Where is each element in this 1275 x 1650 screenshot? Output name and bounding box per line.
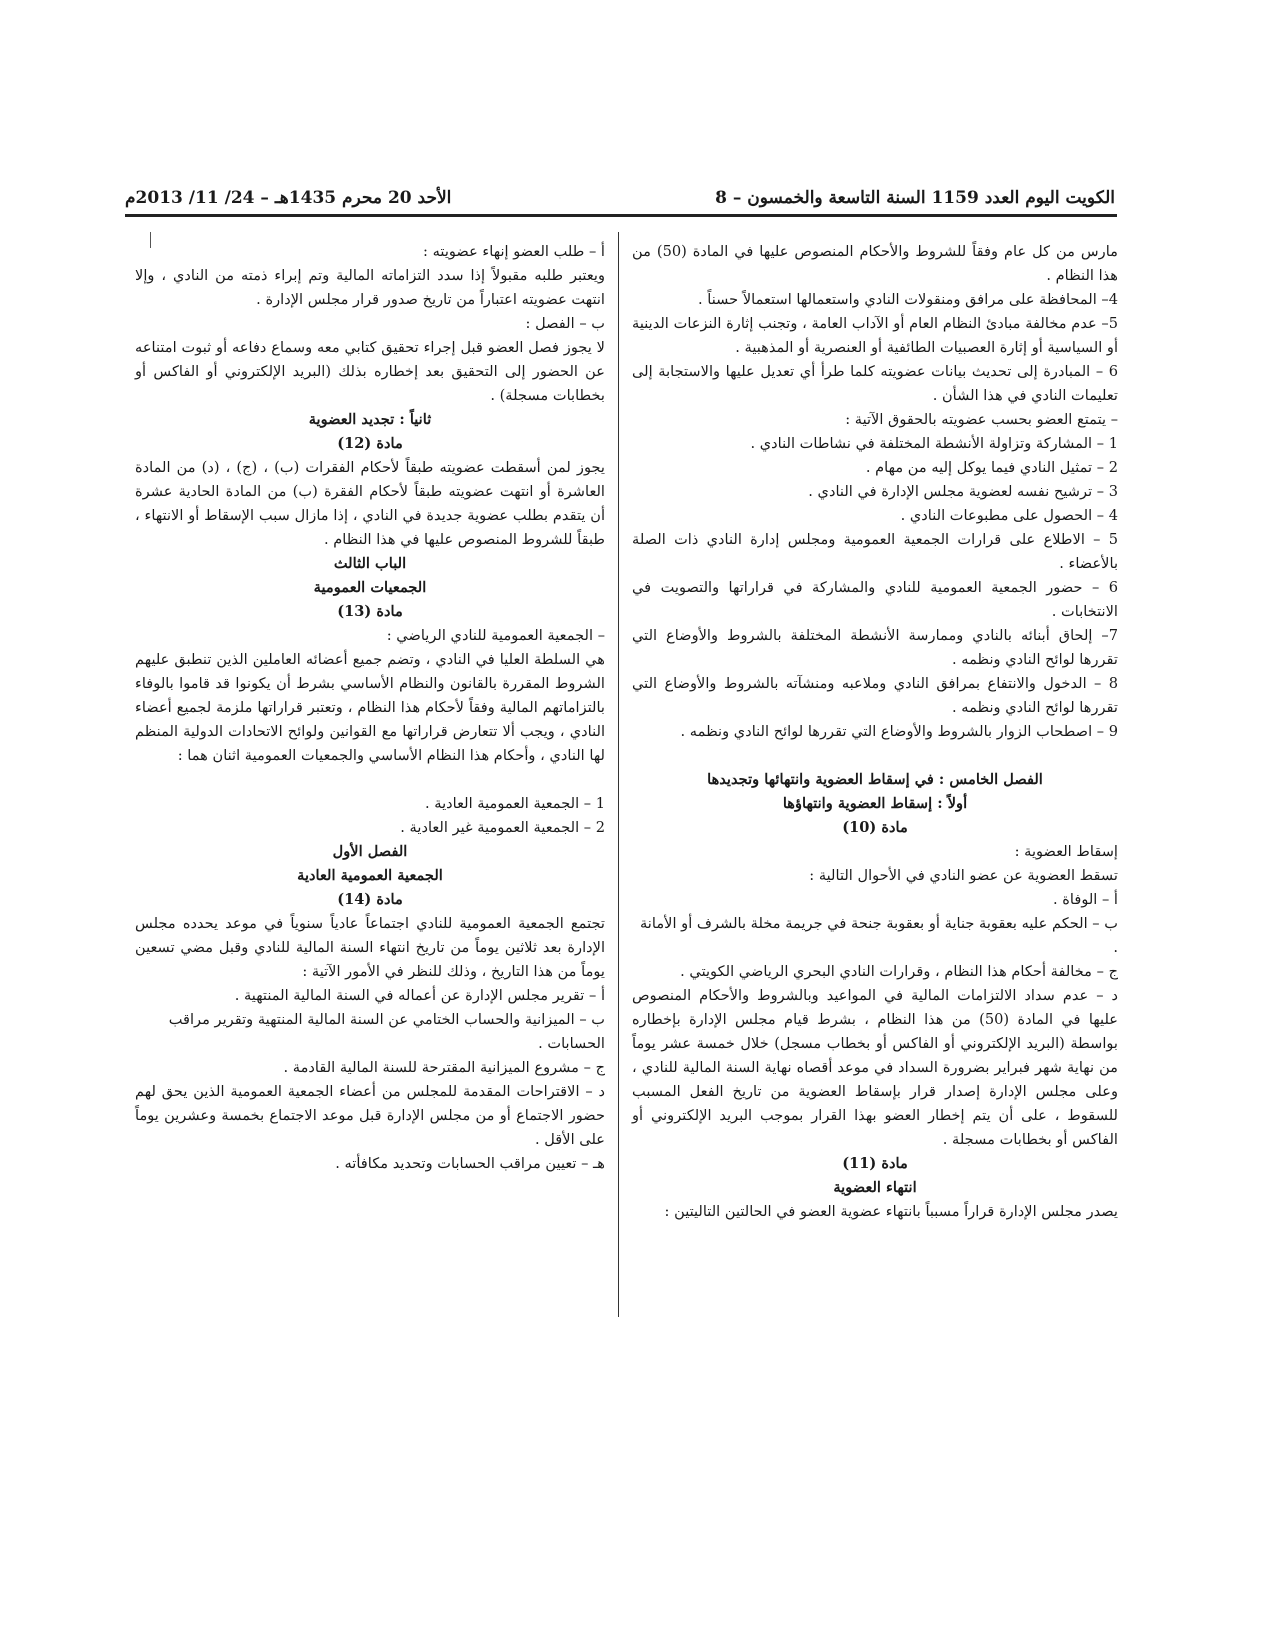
paragraph: أ – الوفاة . xyxy=(1052,891,1118,908)
spacer xyxy=(632,744,1118,768)
publication-info: الكويت اليوم العدد 1159 السنة التاسعة والخمسون – 8 xyxy=(715,188,1115,208)
issue-date: الأحد 20 محرم 1435هـ – 24/ 11/ 2013م xyxy=(125,188,452,208)
paragraph: 8 – الدخول والانتفاع بمرافق النادي وملاعبه ومنشآته بالشروط والأوضاع التي تقررها لوائح النادي ونظمه . xyxy=(632,675,1118,716)
page-header xyxy=(125,188,1115,216)
paragraph: يصدر مجلس الإدارة قراراً مسبباً بانتهاء عضوية العضو في الحالتين التاليتين : xyxy=(664,1203,1118,1220)
column-divider xyxy=(618,232,619,1317)
paragraph: 1 – المشاركة وتزاولة الأنشطة المختلفة في نشاطات النادي . xyxy=(750,435,1118,452)
section-heading: الباب الثالث xyxy=(333,555,407,572)
paragraph: 6 – المبادرة إلى تحديث بيانات عضويته كلما طرأ أي تعديل عليها والاستجابة إلى تعليمات النادي في هذا الشأن . xyxy=(632,363,1118,404)
paragraph: ب – الميزانية والحساب الختامي عن السنة المالية المنتهية وتقرير مراقب الحسابات . xyxy=(168,1011,605,1052)
section-heading: مادة (11) xyxy=(842,1155,908,1172)
paragraph: 2 – الجمعية العمومية غير العادية . xyxy=(400,819,605,836)
paragraph: 2 – تمثيل النادي فيما يوكل إليه من مهام . xyxy=(865,459,1118,476)
paragraph: تجتمع الجمعية العمومية للنادي اجتماعاً عادياً سنوياً في موعد يحدده مجلس الإدارة بعد ثلاثين يوماً من تاريخ انتهاء السنة المالية للنادي وقبل مضي تسعين يوماً من هذا التاريخ ، وذلك للنظر في الأمور الآتية : xyxy=(135,915,605,980)
paragraph: 4 – الحصول على مطبوعات النادي . xyxy=(900,507,1118,524)
section-heading: الفصل الأول xyxy=(332,843,408,860)
paragraph: د – عدم سداد الالتزامات المالية في المواعيد وبالشروط والأحكام المنصوص عليها في المادة (50) من هذا النظام ، بشرط قيام مجلس الإدارة بإخطاره بواسطة (البريد الإلكتروني أو الفاكس أو بخطاب مسجل) خلال خمسة عشر يوماً من نهاية شهر فبراير بضرورة السداد في موعد أقصاه نهاية السنة المالية للنادي ، وعلى مجلس الإدارة إصدار قرار بإسقاط العضوية من تاريخ الفعل المسبب للسقوط ، على أن يتم إخطار العضو بهذا القرار بموجب البريد الإلكتروني أو الفاكس أو بخطابات مسجلة . xyxy=(632,987,1119,1148)
section-heading: مادة (12) xyxy=(337,435,403,452)
paragraph: ب – الفصل : xyxy=(525,315,605,332)
header-divider xyxy=(125,214,1117,217)
paragraph: مارس من كل عام وفقاً للشروط والأحكام المنصوص عليها في المادة (50) من هذا النظام . xyxy=(632,243,1118,284)
paragraph: 1 – الجمعية العمومية العادية . xyxy=(425,795,605,812)
paragraph: 5– عدم مخالفة مبادئ النظام العام أو الآداب العامة ، وتجنب إثارة النزعات الدينية أو السياسية أو إثارة العصبيات الطائفية أو العنصرية أو المذهبية . xyxy=(632,315,1118,356)
section-heading: مادة (10) xyxy=(842,819,908,836)
left-column xyxy=(135,240,605,1176)
paragraph: ج – مشروع الميزانية المقترحة للسنة المالية القادمة . xyxy=(283,1059,605,1076)
section-heading: مادة (14) xyxy=(337,891,403,908)
paragraph: 5 – الاطلاع على قرارات الجمعية العمومية ومجلس إدارة النادي ذات الصلة بالأعضاء . xyxy=(632,531,1118,572)
paragraph: 9 – اصطحاب الزوار بالشروط والأوضاع التي تقررها لوائح النادي ونظمه . xyxy=(680,723,1118,740)
paragraph: – يتمتع العضو بحسب عضويته بالحقوق الآتية : xyxy=(845,411,1118,428)
right-column xyxy=(632,240,1118,1224)
paragraph: – الجمعية العمومية للنادي الرياضي : xyxy=(386,627,605,644)
paragraph: هي السلطة العليا في النادي ، وتضم جميع أعضائه العاملين الذين تنطبق عليهم الشروط المقررة بالقانون والنظام الأساسي بشرط أن يكونوا قد قاموا بالوفاء بالتزاماتهم المالية وفقاً لأحكام هذا النظام ، وتعتبر قراراتها ملزمة لجميع أعضاء النادي ، ويجب ألا تتعارض قراراتها مع القوانين ولوائح الاتحادات الدولية المنظم لها النادي ، وأحكام هذا النظام الأساسي والجمعيات العمومية اثنان هما : xyxy=(135,651,605,764)
paragraph: أ – طلب العضو إنهاء عضويته : xyxy=(423,243,605,260)
section-heading: الجمعية العمومية العادية xyxy=(297,867,443,884)
paragraph: 6 – حضور الجمعية العمومية للنادي والمشاركة في قراراتها والتصويت في الانتخابات . xyxy=(632,579,1118,620)
section-heading: ثانياً : تجديد العضوية xyxy=(308,411,432,428)
paragraph: لا يجوز فصل العضو قبل إجراء تحقيق كتابي معه وسماع دفاعه أو ثبوت امتناعه عن الحضور إلى التحقيق بعد إخطاره بذلك (البريد الإلكتروني أو الفاكس أو بخطابات مسجلة) . xyxy=(135,339,605,404)
paragraph: تسقط العضوية عن عضو النادي في الأحوال التالية : xyxy=(809,867,1118,884)
spacer xyxy=(135,768,605,792)
paragraph: إسقاط العضوية : xyxy=(1014,843,1118,860)
paragraph: ب – الحكم عليه بعقوبة جناية أو بعقوبة جنحة في جريمة مخلة بالشرف أو الأمانة . xyxy=(639,915,1118,956)
paragraph: أ – تقرير مجلس الإدارة عن أعماله في السنة المالية المنتهية . xyxy=(234,987,605,1004)
paragraph: 7– إلحاق أبنائه بالنادي وممارسة الأنشطة المختلفة بالشروط والأوضاع التي تقررها لوائح النادي ونظمه . xyxy=(632,627,1118,668)
paragraph: 4– المحافظة على مرافق ومنقولات النادي واستعمالها استعمالاً حسناً . xyxy=(698,291,1118,308)
section-heading: انتهاء العضوية xyxy=(833,1179,917,1196)
section-heading: الفصل الخامس : في إسقاط العضوية وانتهائها وتجديدها xyxy=(707,771,1043,788)
section-heading: الجمعيات العمومية xyxy=(313,579,427,596)
paragraph: 3 – ترشيح نفسه لعضوية مجلس الإدارة في النادي . xyxy=(808,483,1118,500)
paragraph: يجوز لمن أسقطت عضويته طبقاً لأحكام الفقرات (ب) ، (ج) ، (د) من المادة العاشرة أو انتهت عضويته طبقاً لأحكام الفقرة (ب) من المادة الحادية عشرة أن يتقدم بطلب عضوية جديدة في النادي ، إذا مازال سبب الإسقاط أو الانتهاء ، طبقاً للشروط المنصوص عليها في هذا النظام . xyxy=(135,459,605,548)
paragraph: ج – مخالفة أحكام هذا النظام ، وقرارات النادي البحري الرياضي الكويتي . xyxy=(680,963,1118,980)
paragraph: ويعتبر طلبه مقبولاً إذا سدد التزاماته المالية وتم إبراء ذمته من النادي ، وإلا انتهت عضويته اعتباراً من تاريخ صدور قرار مجلس الإدارة . xyxy=(135,267,605,308)
paragraph: هـ – تعيين مراقب الحسابات وتحديد مكافأته . xyxy=(335,1155,605,1172)
paragraph: د – الاقتراحات المقدمة للمجلس من أعضاء الجمعية العمومية الذين يحق لهم حضور الاجتماع أو من مجلس الإدارة قبل موعد الاجتماع بخمسة وعشرين يوماً على الأقل . xyxy=(135,1083,605,1148)
section-heading: أولاً : إسقاط العضوية وانتهاؤها xyxy=(782,795,968,812)
section-heading: مادة (13) xyxy=(337,603,403,620)
